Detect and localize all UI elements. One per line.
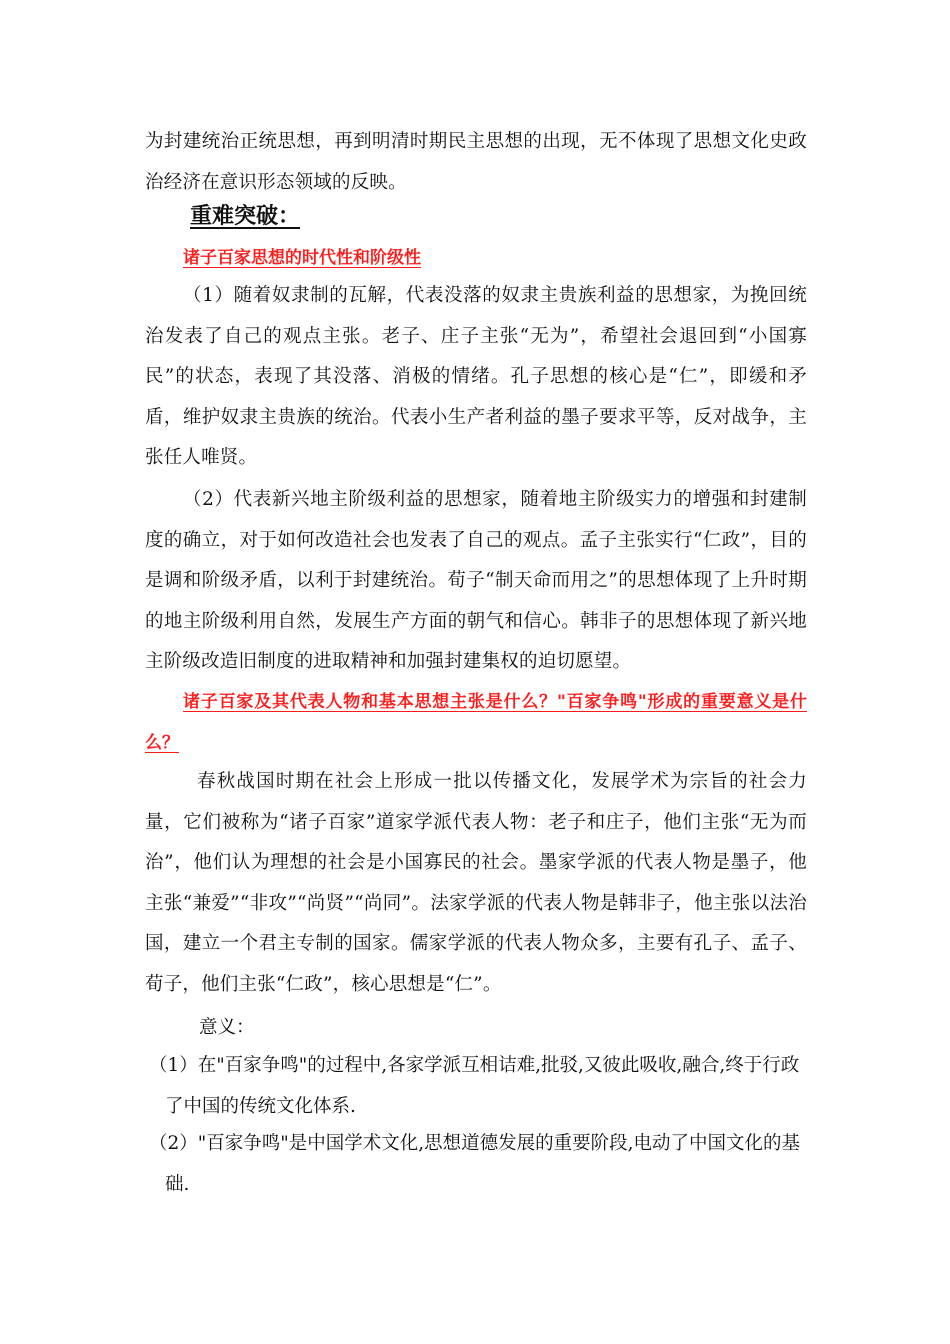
subheading-era-and-class: 诸子百家思想的时代性和阶级性	[183, 248, 421, 268]
subheading-hundred-schools-question: 诸子百家及其代表人物和基本思想主张是什么？"百家争鸣"形成的重要意义是什么？	[145, 692, 807, 753]
meaning-item-2: （2）"百家争鸣"是中国学术文化,思想道德发展的重要阶段,电动了中国文化的基础.	[149, 1133, 801, 1195]
section-heading: 重难突破：	[190, 204, 301, 229]
paragraph-landlord-class: （2）代表新兴地主阶级利益的思想家，随着地主阶级实力的增强和封建制度的确立，对于如何改造社会也发表了自己的观点。孟子主张实行“仁政”，目的是调和阶级矛盾，以利于封建统治。荀子“制天命而用之”的思想体现了上升时期的地主阶级利用自然，发展生产方面的朝气和信心。韩非子的思想体现了新兴地主阶级改造旧制度的进取精神和加强封建集权的迫切愿望。	[145, 489, 807, 673]
paragraph-hundred-schools: 春秋战国时期在社会上形成一批以传播文化，发展学术为宗旨的社会力量，它们被称为“诸子百家”道家学派代表人物：老子和庄子，他们主张“无为而治”，他们认为理想的社会是小国寡民的社会。墨家学派的代表人物是墨子，他主张“兼爱”“非攻”“尚贤”“尚同”。法家学派的代表人物是韩非子，他主张以法治国，建立一个君主专制的国家。儒家学派的代表人物众多，主要有孔子、孟子、荀子，他们主张“仁政”，核心思想是“仁”。	[145, 771, 807, 995]
meaning-label: 意义：	[199, 1017, 255, 1038]
meaning-item-1: （1）在"百家争鸣"的过程中,各家学派互相诘难,批驳,又彼此吸收,融合,终于行政了中国的传统文化体系.	[149, 1055, 800, 1117]
intro-paragraph: 为封建统治正统思想，再到明清时期民主思想的出现，无不体现了思想文化史政治经济在意识形态领域的反映。	[145, 131, 807, 193]
paragraph-slave-aristocracy: （1）随着奴隶制的瓦解，代表没落的奴隶主贵族利益的思想家，为挽回统治发表了自己的观点主张。老子、庄子主张“无为”，希望社会退回到“小国寡民”的状态，表现了其没落、消极的情绪。孔子思想的核心是“仁”，即缓和矛盾，维护奴隶主贵族的统治。代表小生产者利益的墨子要求平等，反对战争，主张任人唯贤。	[145, 285, 807, 469]
